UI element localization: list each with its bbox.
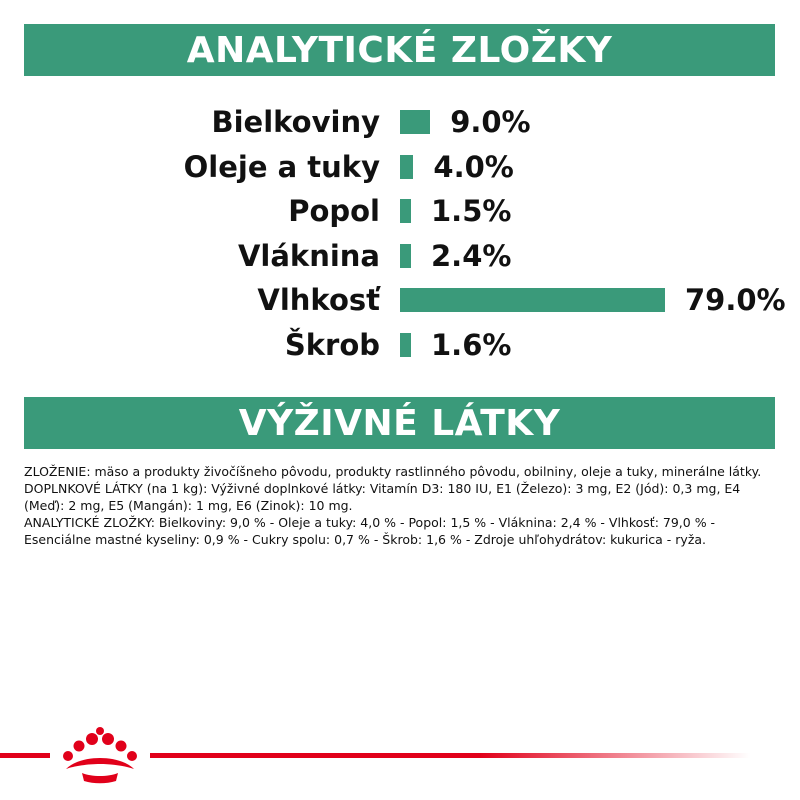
nutrient-bar [400,244,411,268]
nutrient-value: 9.0% [450,105,531,139]
nutrient-label: Škrob [284,328,380,362]
nutrient-value: 79.0% [685,283,786,318]
nutrient-label: Oleje a tuky [183,149,380,184]
nutrient-value: 2.4% [431,238,512,273]
composition-text [24,463,776,548]
analytical-components-title: ANALYTICKÉ ZLOŽKY [186,29,613,71]
nutrient-value: 4.0% [433,149,514,184]
nutrient-bar [400,155,413,179]
nutrient-bar [400,333,411,357]
nutrient-row [0,145,800,189]
analytical-components-banner [24,24,775,76]
footer-red-line-right [150,753,750,758]
composition-additives: DOPLNKOVÉ LÁTKY (na 1 kg): Výživné doplnkové látky: Vitamín D3: 180 IU, E1 (Železo): 3 mg, E2 (Jód): 0,3 mg, E4 (Meď): 2 mg, E5 (Mangán): 1 mg, E6 (Zinok): 10 mg. [24,481,741,513]
nutrient-label: Vlhkosť [257,283,380,318]
nutrient-value: 1.6% [431,328,512,362]
nutrient-bar [400,199,411,223]
crown-icon [52,725,148,785]
nutrient-value: 1.5% [431,194,512,229]
composition-analytical: ANALYTICKÉ ZLOŽKY: Bielkoviny: 9,0 % - Oleje a tuky: 4,0 % - Popol: 1,5 % - Vláknina: 2,4 % - Vlhkosť: 79,0 % - Esenciálne mastné kyseliny: 0,9 % - Cukry spolu: 0,7 % - Škrob: 1,6 % - Zdroje uhľohydrátov: kukurica - ryža. [24,515,716,547]
nutrient-row [0,189,800,233]
nutrient-label: Vláknina [237,238,380,273]
nutrient-row [0,234,800,278]
nutrient-row [0,100,800,144]
nutrient-row [0,278,800,322]
nutrient-label: Popol [288,194,380,229]
nutrient-bar [400,288,665,312]
footer-red-line-left [0,753,50,758]
nutrient-bar [400,110,430,134]
brand-footer [0,725,800,785]
nutrients-banner [24,397,775,449]
nutrient-row [0,323,800,367]
nutrient-bar-list [0,100,800,370]
nutrient-label: Bielkoviny [211,105,380,139]
nutrients-title: VÝŽIVNÉ LÁTKY [238,402,561,444]
composition-ingredients: ZLOŽENIE: mäso a produkty živočíšneho pôvodu, produkty rastlinného pôvodu, obilniny, oleje a tuky, minerálne látky. [24,464,762,479]
